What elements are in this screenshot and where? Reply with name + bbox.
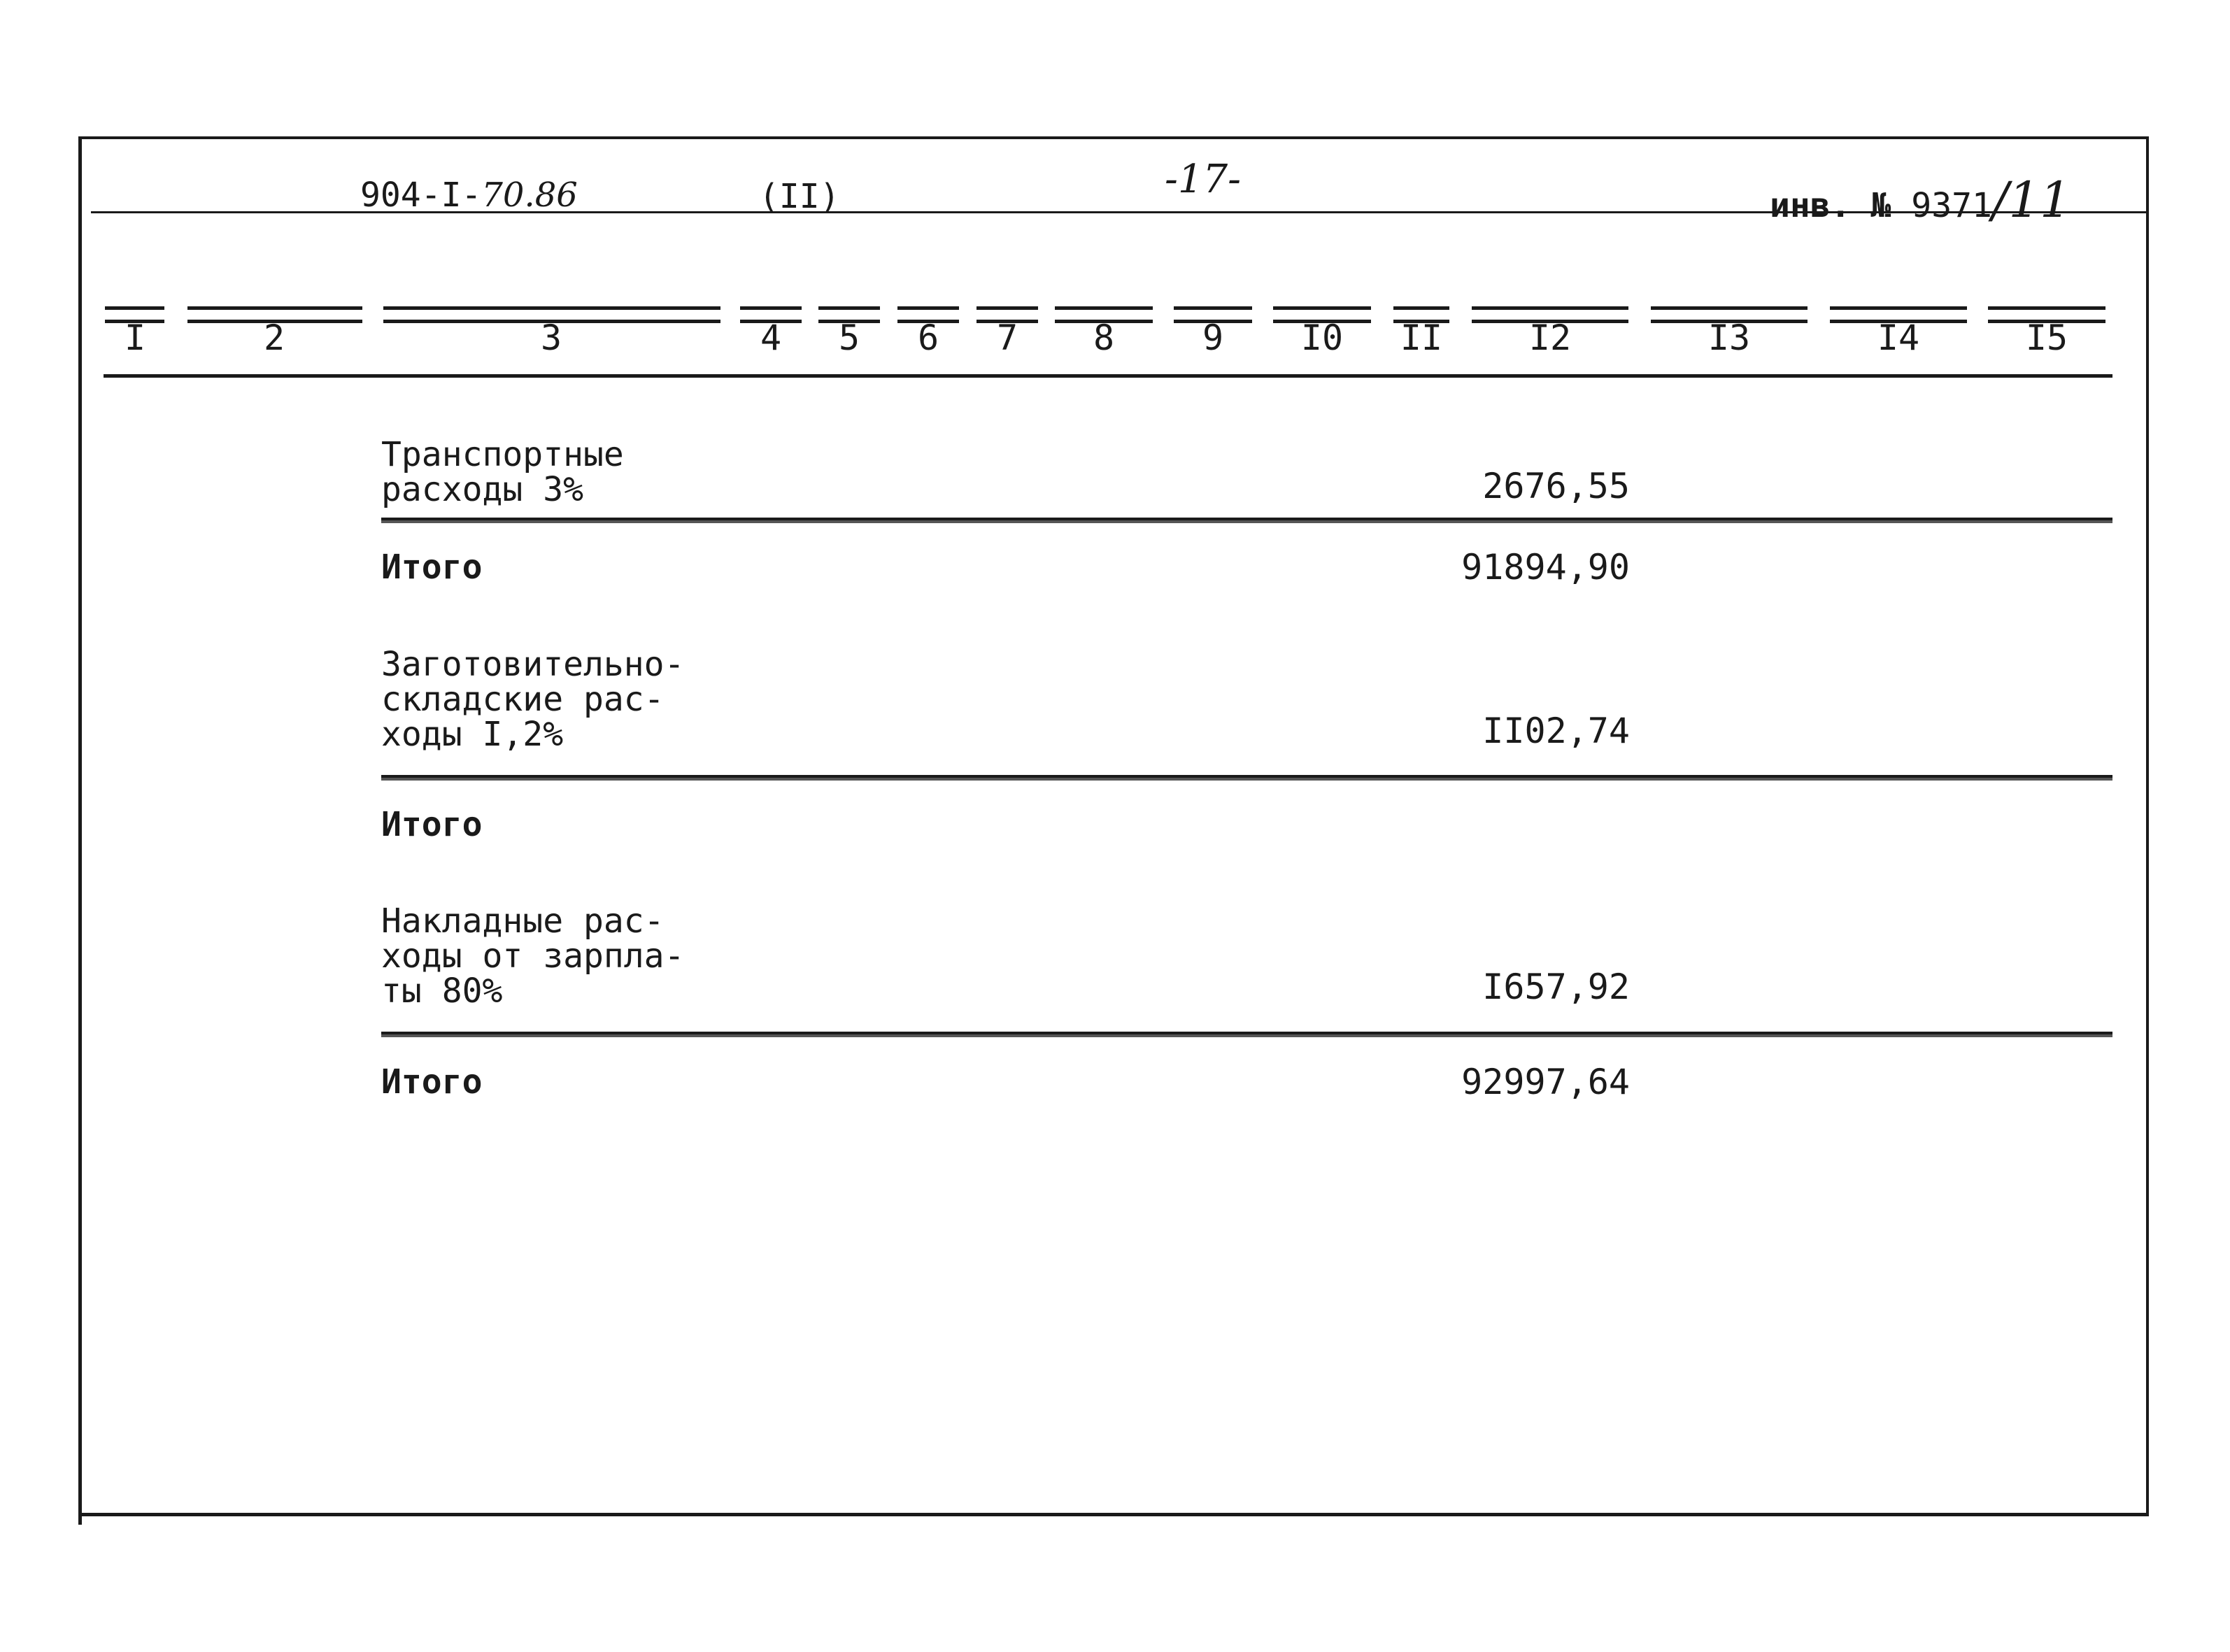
row-value-overhead: I657,92 xyxy=(1482,967,1630,1007)
inventory-number xyxy=(1770,171,2071,229)
inventory-suffix: /11 xyxy=(1991,171,2071,229)
row-rule xyxy=(381,518,2112,520)
frame-left-border xyxy=(78,136,82,1525)
page-number: -17- xyxy=(1165,157,1242,202)
section-number: (II) xyxy=(759,177,840,216)
row-rule xyxy=(381,1032,2112,1034)
frame-right-border xyxy=(2146,136,2149,1514)
row-label-total-1: Итого xyxy=(381,548,483,587)
column-number: I xyxy=(124,318,146,358)
column-number: I0 xyxy=(1300,318,1344,358)
column-number: 7 xyxy=(996,318,1018,358)
column-header-bottom-rule xyxy=(104,374,2112,378)
doc-number-handwritten: 70.86 xyxy=(481,176,578,215)
row-value-total-1: 91894,90 xyxy=(1461,547,1630,588)
row-label-transport: Транспортные расходы 3% xyxy=(381,435,624,509)
row-rule xyxy=(381,775,2112,778)
row-value-total-3: 92997,64 xyxy=(1461,1062,1630,1102)
row-label-total-2: Итого xyxy=(381,805,483,844)
column-number: 4 xyxy=(760,318,782,358)
column-number: I3 xyxy=(1707,318,1751,358)
column-number: 5 xyxy=(838,318,860,358)
row-label-overhead: Накладные рас- ходы от зарпла- ты 80% xyxy=(381,902,685,1011)
doc-number xyxy=(360,176,578,215)
column-number: 9 xyxy=(1202,318,1224,358)
row-label-total-3: Итого xyxy=(381,1062,483,1102)
column-number: 2 xyxy=(263,318,285,358)
column-number: II xyxy=(1400,318,1443,358)
doc-number-printed: 904-I- xyxy=(360,176,482,215)
row-value-transport: 2676,55 xyxy=(1482,466,1630,506)
frame-top-border xyxy=(78,136,2149,139)
column-number: 6 xyxy=(917,318,939,358)
column-number: I2 xyxy=(1528,318,1572,358)
frame-bottom-border xyxy=(78,1513,2149,1516)
column-number: 3 xyxy=(540,318,562,358)
row-label-procurement: Заготовительно- складские рас- ходы I,2% xyxy=(381,645,685,754)
inventory-label: инв. № xyxy=(1770,186,1891,225)
column-number: 8 xyxy=(1093,318,1115,358)
column-number: I4 xyxy=(1877,318,1920,358)
inventory-value: 9371 xyxy=(1911,186,1992,225)
column-number: I5 xyxy=(2025,318,2068,358)
row-value-procurement: II02,74 xyxy=(1482,711,1630,751)
